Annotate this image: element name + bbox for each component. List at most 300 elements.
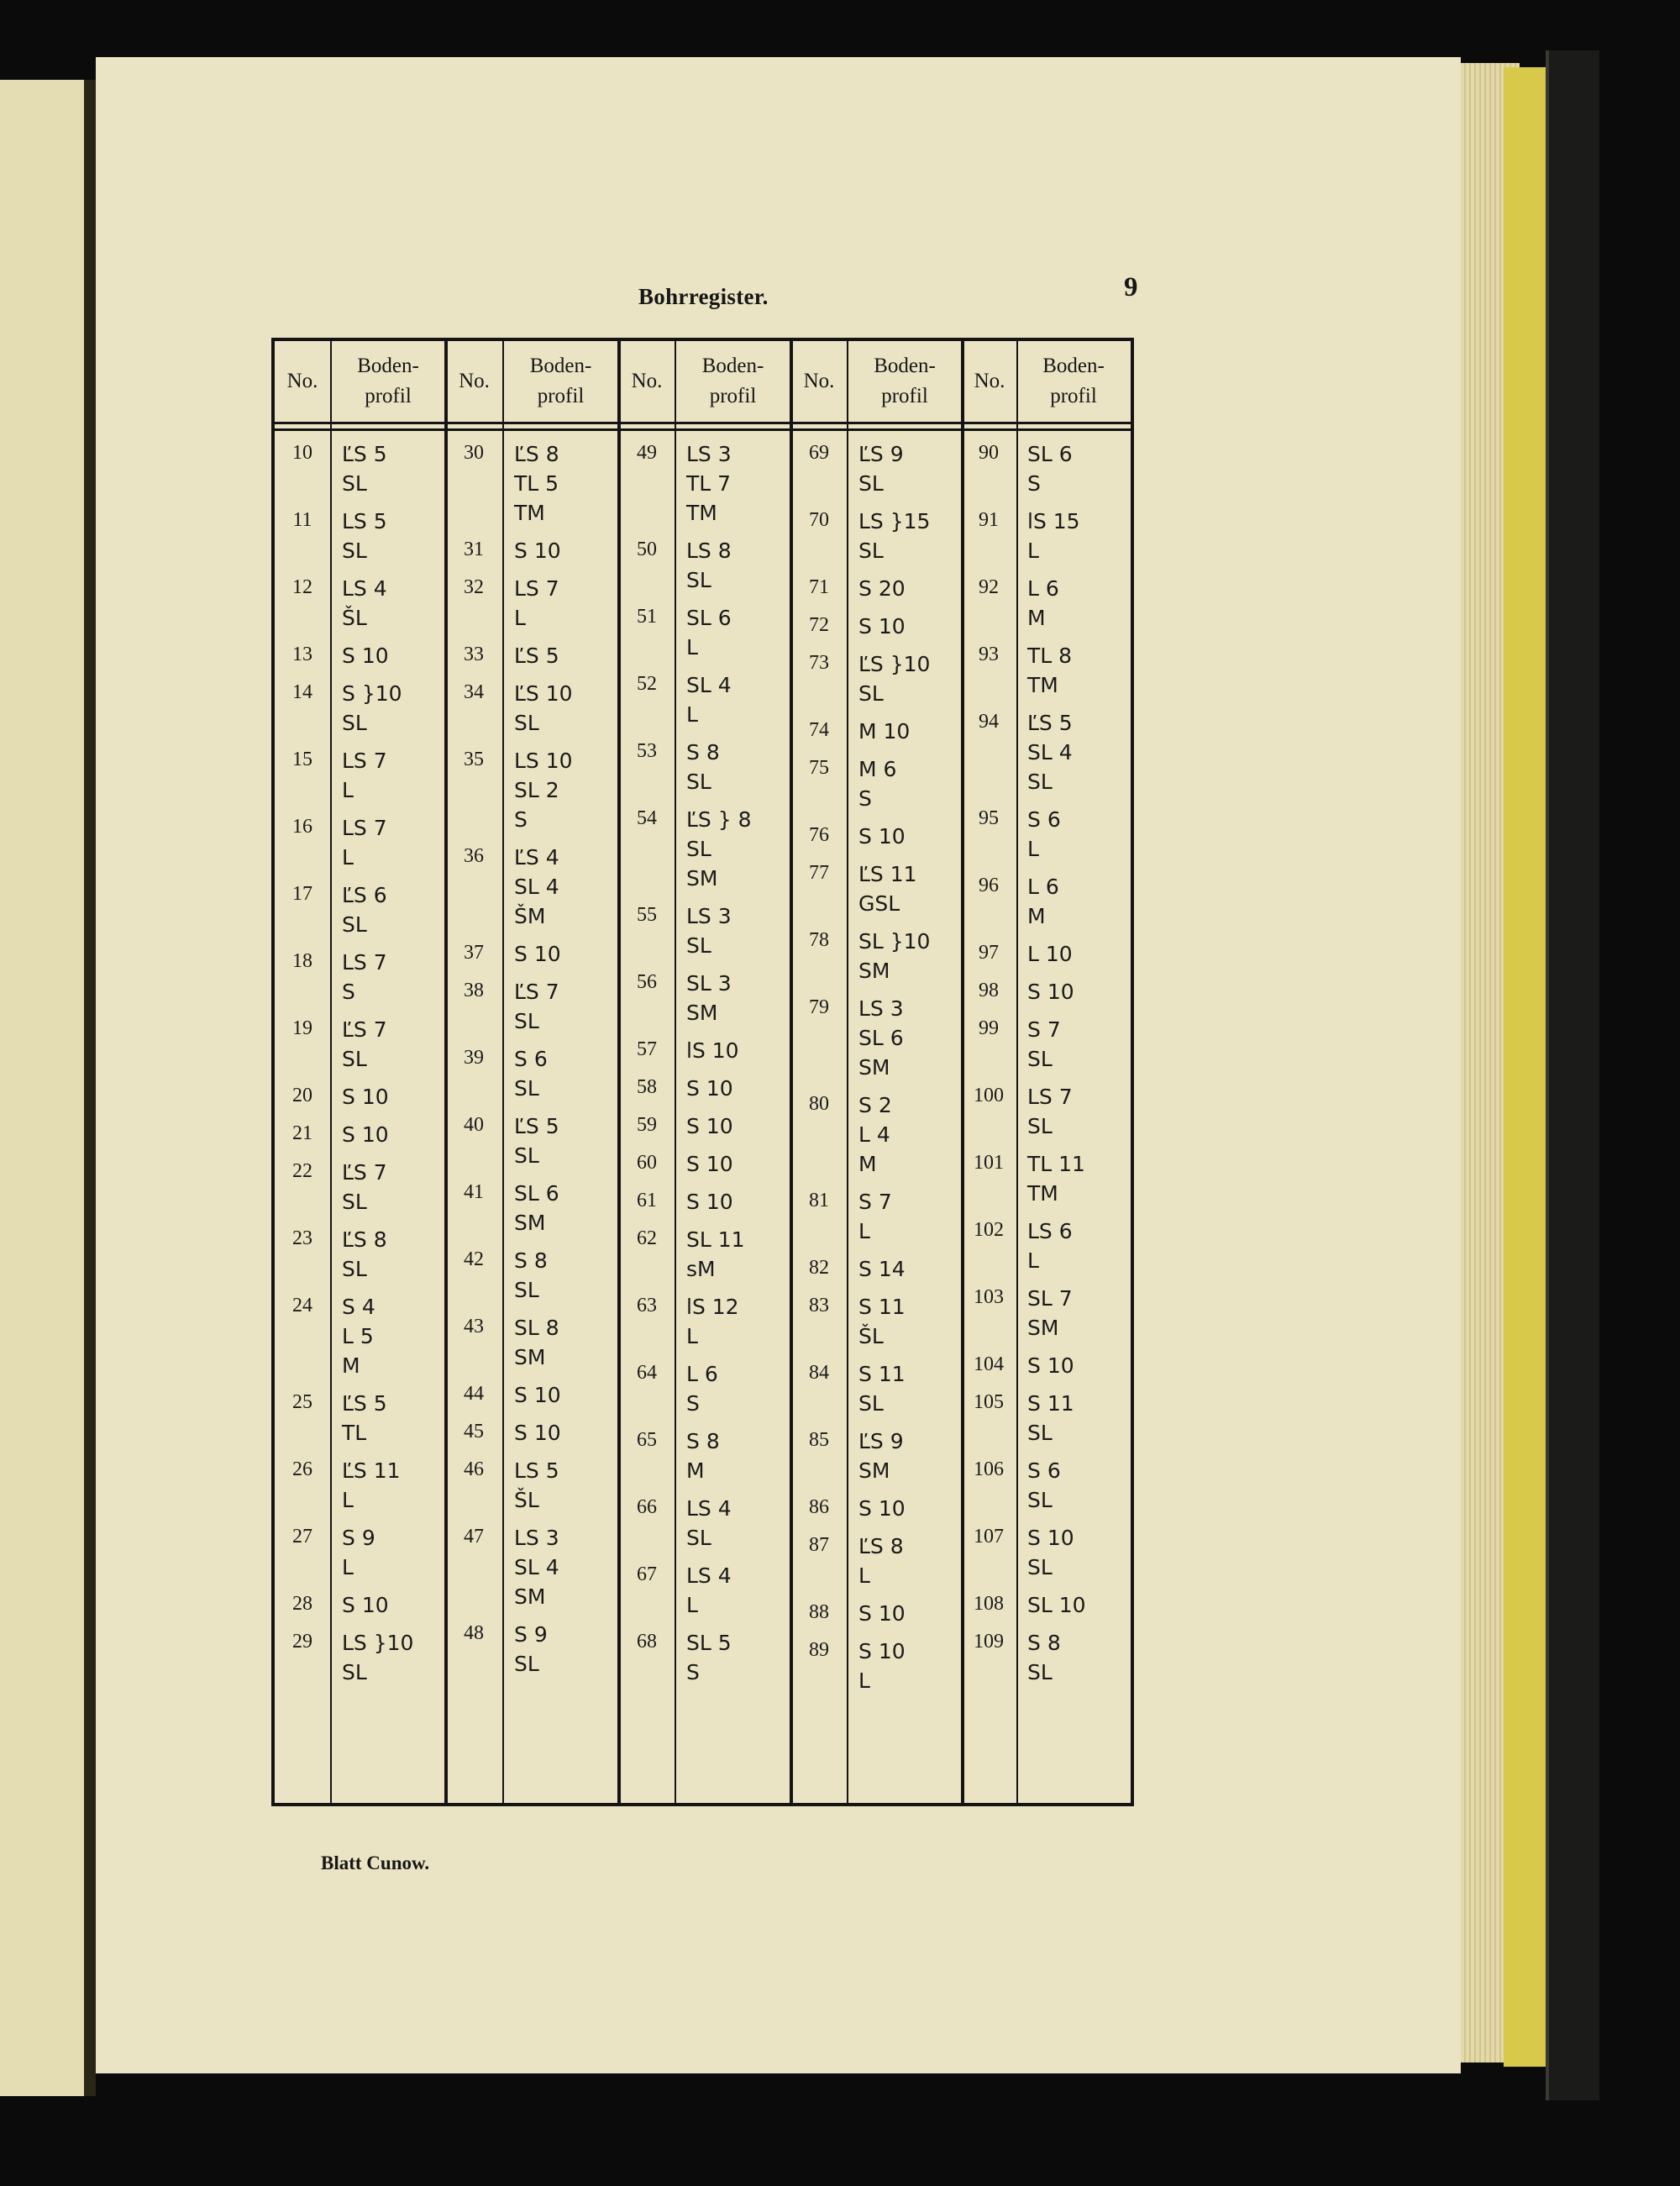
- bodenprofil-entry: [1027, 1285, 1073, 1343]
- bohrung-number: 65: [637, 1429, 657, 1451]
- bodenprofil-entry: [858, 1427, 904, 1486]
- bodenprofil-entry: [514, 642, 559, 671]
- profile-layer: S: [686, 1391, 700, 1416]
- profile-layer: S 11: [858, 1362, 906, 1386]
- header-profile-line2: profil: [365, 385, 412, 407]
- profile-layer: L: [1027, 539, 1039, 563]
- group-rule: [444, 341, 448, 1803]
- profile-layer: TM: [686, 501, 717, 525]
- header-bodenprofil: [502, 341, 619, 422]
- bodenprofil-entry: [342, 1524, 375, 1583]
- profile-layer: TL 7: [686, 471, 732, 496]
- bohrung-number: 56: [637, 971, 657, 993]
- bodenprofil-entry: [858, 1532, 904, 1591]
- profile-layer: SL: [514, 1143, 539, 1168]
- bohrung-number: 66: [637, 1496, 657, 1518]
- profile-layer: S 10: [1027, 1353, 1074, 1378]
- profile-layer: S 8: [686, 1429, 720, 1453]
- profile-layer: S 8: [514, 1248, 548, 1273]
- header-bodenprofil: [847, 341, 963, 422]
- profile-layer: S 10: [514, 1421, 561, 1445]
- profile-layer: LS 3: [514, 1526, 559, 1550]
- profile-layer: S 10: [1027, 980, 1074, 1004]
- profile-layer: SL: [858, 539, 884, 563]
- profile-layer: L: [342, 1555, 354, 1579]
- bodenprofil-entry: [1027, 1016, 1061, 1075]
- profile-layer: L 5: [342, 1324, 374, 1348]
- profile-layer: SL 8: [514, 1316, 559, 1340]
- profile-layer: SL: [342, 1257, 367, 1281]
- profile-layer: LS 7: [342, 950, 387, 975]
- profile-layer: SL 5: [686, 1631, 732, 1655]
- bohrung-number: 105: [974, 1391, 1004, 1413]
- profile-layer: ĽS 5: [514, 1114, 559, 1138]
- profile-layer: LS }10: [342, 1631, 414, 1655]
- bodenprofil-entry: [514, 843, 559, 932]
- profile-layer: ĽS 10: [514, 681, 573, 706]
- bodenprofil-entry: [514, 1381, 561, 1411]
- bodenprofil-entry: [1027, 1352, 1074, 1381]
- profile-layer: S }10: [342, 681, 402, 706]
- profile-layer: S: [1027, 471, 1041, 496]
- bohrung-number: 106: [974, 1458, 1004, 1480]
- profile-layer: LS 7: [514, 576, 559, 601]
- header-bodenprofil: [675, 341, 791, 422]
- bohrung-number: 77: [809, 862, 829, 884]
- bodenprofil-entry: [686, 1495, 732, 1553]
- bohrung-number: 93: [979, 644, 999, 665]
- bodenprofil-entry: [858, 1637, 906, 1696]
- bohrung-number: 54: [637, 807, 657, 829]
- bodenprofil-entry: [686, 738, 720, 797]
- bohrung-number: 107: [974, 1526, 1004, 1548]
- profile-layer: SL: [342, 1660, 367, 1684]
- bodenprofil-entry: [686, 1075, 733, 1104]
- profile-layer: TM: [514, 501, 545, 525]
- profile-layer: SM: [858, 1055, 890, 1080]
- profile-layer: SL 4: [1027, 740, 1073, 765]
- profile-layer: L: [858, 1219, 870, 1243]
- profile-layer: S 10: [858, 1601, 906, 1626]
- running-head: Bohrregister.: [638, 284, 769, 309]
- bodenprofil-entry: [858, 1293, 906, 1352]
- header-profile-line1: Boden-: [701, 355, 764, 377]
- bodenprofil-entry: [1027, 507, 1080, 566]
- profile-layer: L: [686, 1324, 698, 1348]
- profile-layer: sM: [686, 1257, 716, 1281]
- bodenprofil-entry: [686, 1629, 732, 1688]
- profile-layer: S 7: [858, 1190, 892, 1214]
- bohrregister-table: [271, 338, 1134, 1806]
- profile-layer: L 6: [1027, 576, 1059, 601]
- bohrung-number: 55: [637, 904, 657, 926]
- profile-layer: ĽS 5: [342, 442, 387, 466]
- bohrung-number: 85: [809, 1429, 829, 1451]
- bohrung-number: 29: [292, 1631, 312, 1653]
- column-rule: [847, 341, 848, 1803]
- profile-layer: S 10: [858, 1496, 906, 1521]
- profile-layer: L: [686, 635, 698, 659]
- bodenprofil-entry: [686, 902, 732, 961]
- bodenprofil-entry: [1027, 978, 1074, 1007]
- profile-layer: L: [342, 778, 354, 802]
- bodenprofil-entry: [1027, 709, 1073, 797]
- header-profile-line2: profil: [709, 385, 757, 407]
- profile-layer: S 10: [1027, 1526, 1074, 1550]
- bodenprofil-entry: [514, 440, 559, 528]
- bohrung-number: 10: [292, 442, 312, 464]
- header-no: No.: [974, 370, 1005, 392]
- profile-layer: ĽS 7: [342, 1160, 387, 1185]
- header-no: No.: [459, 370, 490, 392]
- profile-layer: S 10: [342, 1122, 389, 1147]
- bohrung-number: 36: [464, 845, 484, 867]
- profile-layer: L: [858, 1563, 870, 1588]
- bodenprofil-entry: [686, 537, 732, 596]
- profile-layer: M: [858, 1152, 877, 1176]
- bohrung-number: 12: [292, 576, 312, 598]
- profile-layer: S 10: [342, 644, 389, 668]
- profile-layer: S 8: [1027, 1631, 1061, 1655]
- bohrung-number: 46: [464, 1458, 484, 1480]
- bohrung-number: 101: [974, 1152, 1004, 1174]
- bohrung-number: 97: [979, 942, 999, 964]
- profile-layer: M 6: [858, 757, 897, 781]
- profile-layer: ĽS 9: [858, 442, 904, 466]
- page-number: 9: [1124, 272, 1138, 302]
- bohrung-number: 70: [809, 509, 829, 531]
- bohrung-number: 61: [637, 1190, 657, 1211]
- bohrung-number: 108: [974, 1593, 1004, 1615]
- profile-layer: S 4: [342, 1295, 375, 1319]
- profile-layer: LS 6: [1027, 1219, 1073, 1243]
- profile-layer: LS 7: [1027, 1085, 1073, 1109]
- header-bodenprofil: [1016, 341, 1131, 422]
- bohrung-number: 14: [292, 681, 312, 703]
- bohrung-number: 71: [809, 576, 829, 598]
- bodenprofil-entry: [514, 575, 559, 633]
- bodenprofil-entry: [514, 1180, 559, 1238]
- bodenprofil-entry: [342, 680, 402, 738]
- bohrung-number: 58: [637, 1076, 657, 1098]
- bodenprofil-entry: [514, 978, 559, 1037]
- bodenprofil-entry: [1027, 1524, 1074, 1583]
- bodenprofil-entry: [686, 1188, 733, 1217]
- profile-layer: SL: [342, 912, 367, 937]
- profile-layer: M: [1027, 904, 1046, 928]
- bohrung-number: 74: [809, 719, 829, 741]
- bodenprofil-entry: [858, 1255, 906, 1285]
- header-no: No.: [803, 370, 835, 392]
- bohrung-number: 28: [292, 1593, 312, 1615]
- bodenprofil-entry: [514, 680, 573, 738]
- profile-layer: SM: [858, 1458, 890, 1483]
- profile-layer: TL 5: [514, 471, 559, 496]
- bohrung-number: 84: [809, 1362, 829, 1384]
- bodenprofil-entry: [858, 440, 904, 499]
- profile-layer: S 10: [858, 614, 906, 638]
- bodenprofil-entry: [686, 1112, 733, 1142]
- bohrung-number: 102: [974, 1219, 1004, 1241]
- bohrung-number: 64: [637, 1362, 657, 1384]
- bodenprofil-entry: [514, 1457, 559, 1516]
- profile-layer: ŠM: [514, 904, 546, 928]
- profile-layer: ĽS 6: [342, 883, 387, 907]
- header-no: No.: [286, 370, 318, 392]
- bohrung-number: 78: [809, 929, 829, 951]
- profile-layer: SL: [858, 471, 884, 496]
- profile-layer: LS 5: [342, 509, 387, 533]
- profile-layer: S 10: [686, 1152, 733, 1176]
- bohrung-number: 88: [809, 1601, 829, 1623]
- bohrung-number: 75: [809, 757, 829, 779]
- group-rule: [617, 341, 621, 1803]
- bodenprofil-entry: [686, 1562, 732, 1621]
- header-rule: [275, 428, 1131, 431]
- bodenprofil-entry: [342, 1629, 413, 1688]
- bohrung-number: 69: [809, 442, 829, 464]
- bohrung-number: 62: [637, 1227, 657, 1249]
- bohrung-number: 17: [292, 883, 312, 905]
- profile-layer: M: [686, 1458, 705, 1483]
- bodenprofil-entry: [686, 440, 732, 528]
- bodenprofil-entry: [1027, 1217, 1073, 1276]
- bohrung-number: 109: [974, 1631, 1004, 1653]
- bodenprofil-entry: [858, 507, 930, 566]
- profile-layer: M 10: [858, 719, 911, 744]
- profile-layer: ĽS 5: [1027, 711, 1073, 735]
- bodenprofil-entry: [1027, 1390, 1074, 1448]
- bodenprofil-entry: [858, 612, 906, 642]
- profile-layer: ĽS 7: [342, 1017, 387, 1042]
- profile-layer: S 11: [1027, 1391, 1074, 1416]
- group-rule: [790, 341, 793, 1803]
- profile-layer: SM: [514, 1211, 546, 1235]
- bohrung-number: 87: [809, 1534, 829, 1556]
- bodenprofil-entry: [686, 1427, 720, 1486]
- profile-layer: S 14: [858, 1257, 906, 1281]
- footer-note: Blatt Cunow.: [321, 1852, 430, 1873]
- profile-layer: LS 7: [342, 749, 387, 773]
- profile-layer: L 10: [1027, 942, 1073, 966]
- bohrung-number: 95: [979, 807, 999, 829]
- bohrung-number: 20: [292, 1085, 312, 1106]
- profile-layer: SL: [1027, 770, 1053, 794]
- bodenprofil-entry: [686, 671, 732, 730]
- profile-layer: SL 4: [514, 875, 559, 899]
- profile-layer: L 6: [686, 1362, 718, 1386]
- profile-layer: ĽS }10: [858, 652, 931, 676]
- profile-layer: ĽS 8: [342, 1227, 387, 1252]
- bohrung-number: 80: [809, 1093, 829, 1115]
- profile-layer: TL: [342, 1421, 367, 1445]
- bohrung-number: 73: [809, 652, 829, 674]
- profile-layer: ĽS 8: [514, 442, 559, 466]
- bodenprofil-entry: [858, 995, 904, 1083]
- profile-layer: TM: [1027, 1181, 1058, 1206]
- column-rule: [330, 341, 332, 1803]
- bodenprofil-entry: [514, 1314, 559, 1373]
- bohrung-number: 48: [464, 1622, 484, 1644]
- profile-layer: SM: [514, 1584, 546, 1609]
- profile-layer: SL 4: [514, 1555, 559, 1579]
- profile-layer: lS 12: [686, 1295, 739, 1319]
- profile-layer: SL 11: [686, 1227, 745, 1252]
- bohrung-number: 33: [464, 644, 484, 665]
- profile-layer: SL: [342, 1190, 367, 1214]
- bodenprofil-entry: [342, 1159, 387, 1217]
- profile-layer: TL 11: [1027, 1152, 1085, 1176]
- profile-layer: SM: [686, 1001, 718, 1025]
- profile-layer: LS 3: [686, 442, 732, 466]
- bohrung-number: 43: [464, 1316, 484, 1337]
- profile-layer: ĽS 4: [514, 845, 559, 870]
- bodenprofil-entry: [686, 1037, 739, 1066]
- bodenprofil-entry: [342, 1390, 387, 1448]
- profile-layer: S: [514, 807, 528, 832]
- profile-layer: SL: [686, 933, 711, 958]
- profile-layer: SL: [514, 1278, 539, 1302]
- profile-layer: ĽS 8: [858, 1534, 904, 1558]
- profile-layer: LS 4: [686, 1496, 732, 1521]
- profile-layer: ĽS 11: [858, 862, 917, 886]
- profile-layer: TL 8: [1027, 644, 1073, 668]
- profile-layer: L: [686, 702, 698, 727]
- bodenprofil-entry: [858, 575, 906, 604]
- profile-layer: SL: [514, 1076, 539, 1101]
- profile-layer: SL: [1027, 1421, 1053, 1445]
- bodenprofil-entry: [514, 537, 561, 566]
- bodenprofil-entry: [514, 1247, 548, 1306]
- bohrung-number: 99: [979, 1017, 999, 1039]
- bodenprofil-entry: [342, 1591, 389, 1621]
- profile-layer: S 10: [514, 1383, 561, 1407]
- bohrung-number: 100: [974, 1085, 1004, 1106]
- profile-layer: SL: [686, 1526, 711, 1550]
- bodenprofil-entry: [342, 747, 387, 806]
- bohrung-number: 22: [292, 1160, 312, 1182]
- bodenprofil-entry: [858, 755, 896, 814]
- bohrung-number: 15: [292, 749, 312, 770]
- bodenprofil-entry: [342, 575, 387, 633]
- bohrung-number: 103: [974, 1286, 1004, 1308]
- bodenprofil-entry: [514, 1045, 548, 1104]
- bohrung-number: 51: [637, 606, 657, 628]
- profile-layer: ŠL: [858, 1324, 884, 1348]
- profile-layer: S 8: [686, 740, 720, 765]
- bodenprofil-entry: [514, 747, 573, 835]
- profile-layer: S 10: [686, 1190, 733, 1214]
- book-gutter: [84, 80, 96, 2096]
- bohrung-number: 50: [637, 539, 657, 560]
- bohrung-number: 91: [979, 509, 999, 531]
- header-bodenprofil: [330, 341, 446, 422]
- bohrung-number: 37: [464, 942, 484, 964]
- profile-layer: SL: [1027, 1114, 1053, 1138]
- bohrung-number: 32: [464, 576, 484, 598]
- bodenprofil-entry: [858, 1600, 906, 1629]
- profile-layer: S 10: [686, 1114, 733, 1138]
- profile-layer: lS 10: [686, 1038, 739, 1063]
- profile-layer: LS 8: [686, 539, 732, 563]
- bodenprofil-entry: [342, 1083, 389, 1112]
- bohrung-number: 52: [637, 673, 657, 695]
- bohrung-number: 63: [637, 1295, 657, 1316]
- profile-layer: SL: [342, 711, 367, 735]
- profile-layer: ĽS } 8: [686, 807, 752, 832]
- profile-layer: S 10: [342, 1593, 389, 1617]
- bohrung-number: 26: [292, 1458, 312, 1480]
- bodenprofil-entry: [514, 1524, 559, 1612]
- bodenprofil-entry: [342, 1016, 387, 1075]
- profile-layer: SL }10: [858, 929, 931, 954]
- bodenprofil-entry: [686, 1360, 718, 1419]
- bodenprofil-entry: [342, 948, 387, 1007]
- profile-layer: S 6: [514, 1047, 548, 1071]
- bodenprofil-entry: [858, 927, 930, 986]
- profile-layer: SM: [686, 866, 718, 891]
- profile-layer: S 10: [858, 1639, 906, 1663]
- profile-layer: LS 3: [686, 904, 732, 928]
- header-profile-line2: profil: [1050, 385, 1097, 407]
- bohrung-number: 18: [292, 950, 312, 972]
- bodenprofil-entry: [858, 1360, 906, 1419]
- bohrung-number: 25: [292, 1391, 312, 1413]
- column-rule: [1016, 341, 1018, 1803]
- bohrung-number: 76: [809, 824, 829, 846]
- bohrung-number: 44: [464, 1383, 484, 1405]
- bohrung-number: 31: [464, 539, 484, 560]
- bodenprofil-entry: [514, 1112, 559, 1171]
- profile-layer: SL 6: [686, 606, 732, 630]
- bohrung-number: 42: [464, 1248, 484, 1270]
- bohrung-number: 21: [292, 1122, 312, 1144]
- profile-layer: L: [342, 845, 354, 870]
- bodenprofil-entry: [858, 1188, 892, 1247]
- profile-layer: ĽS 9: [858, 1429, 904, 1453]
- profile-layer: L: [1027, 837, 1039, 861]
- bohrung-number: 89: [809, 1639, 829, 1661]
- bohrung-number: 45: [464, 1421, 484, 1442]
- bohrung-number: 40: [464, 1114, 484, 1136]
- bodenprofil-entry: [1027, 1150, 1085, 1209]
- bohrung-number: 38: [464, 980, 484, 1001]
- bohrung-number: 53: [637, 740, 657, 762]
- profile-layer: S 10: [686, 1076, 733, 1101]
- profile-layer: L 4: [858, 1122, 890, 1147]
- profile-layer: SL 4: [686, 673, 732, 697]
- bohrung-number: 94: [979, 711, 999, 733]
- profile-layer: ĽS 11: [342, 1458, 401, 1483]
- header-profile-line1: Boden-: [1042, 355, 1105, 377]
- bodenprofil-entry: [1027, 642, 1072, 701]
- profile-layer: LS 5: [514, 1458, 559, 1483]
- profile-layer: GSL: [858, 891, 900, 916]
- header-rule: [275, 422, 1131, 424]
- bodenprofil-entry: [686, 604, 732, 663]
- bodenprofil-entry: [514, 1419, 561, 1448]
- bohrung-number: 60: [637, 1152, 657, 1174]
- profile-layer: M: [342, 1353, 360, 1378]
- bodenprofil-entry: [342, 1226, 387, 1285]
- bodenprofil-entry: [1027, 873, 1059, 932]
- profile-layer: SL: [1027, 1660, 1053, 1684]
- bodenprofil-entry: [1027, 440, 1073, 499]
- header-profile-line2: profil: [537, 385, 585, 407]
- bodenprofil-entry: [514, 1621, 548, 1679]
- header-profile-line1: Boden-: [357, 355, 419, 377]
- bodenprofil-entry: [686, 1226, 745, 1285]
